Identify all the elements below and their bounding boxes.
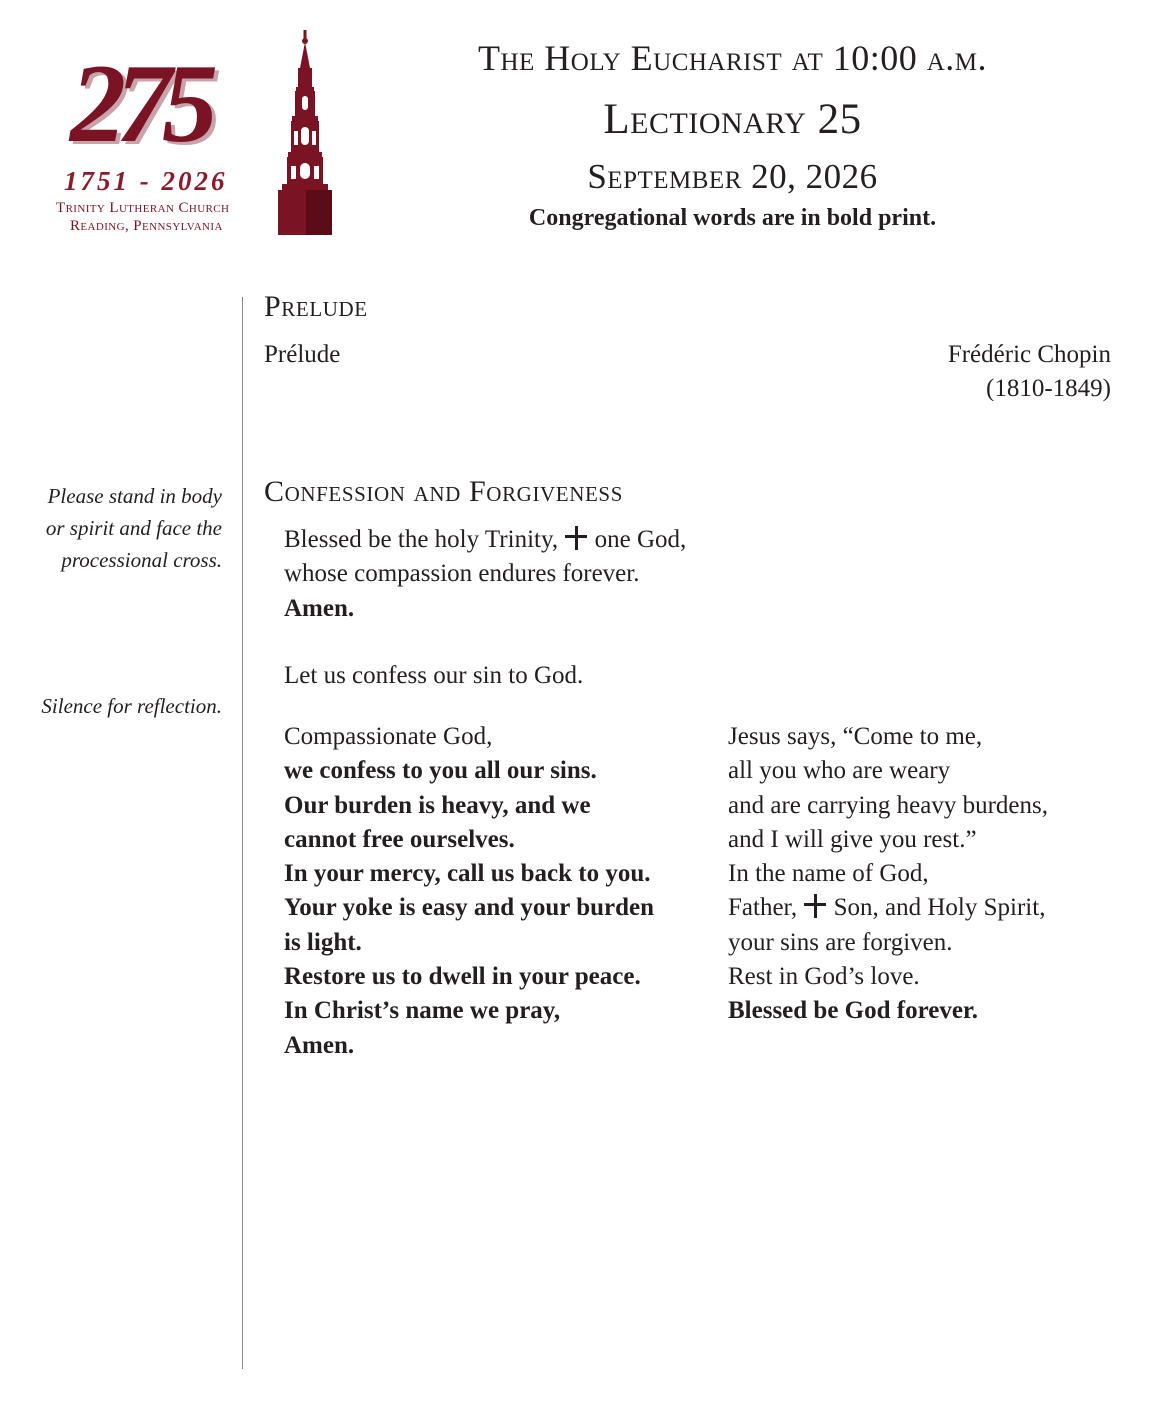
opening-response: Amen. [284, 594, 355, 622]
prayer-line: In your mercy, call us back to you. [284, 860, 651, 888]
cross-icon [804, 894, 826, 918]
congregation-note: Congregational words are in bold print. [528, 205, 937, 231]
absolution-line: In the name of God, [728, 860, 929, 888]
absolution-line: all you who are weary [728, 757, 951, 785]
prelude-composer: Frédéric Chopin [947, 341, 1111, 368]
opening-line-text: Blessed be the holy Trinity, [284, 526, 559, 553]
prayer-line: Your yoke is easy and your burden [284, 894, 654, 922]
prayer-line: cannot free ourselves. [284, 825, 515, 853]
confession-heading: Confession and Forgiveness [264, 475, 623, 508]
prayer-lead: Compassionate God, [284, 723, 493, 750]
prayer-line: In Christ’s name we pray, [284, 997, 561, 1025]
logo-anniversary-number: 275 [70, 42, 208, 166]
absolution-text: Father, [728, 894, 798, 922]
prayer-line: Restore us to dwell in your peace. [284, 963, 641, 991]
cross-icon [565, 526, 587, 550]
absolution [728, 720, 1048, 1029]
absolution-line: and are carrying heavy burdens, [728, 791, 1048, 819]
opening-line [284, 523, 686, 557]
rubric-line: Please stand in body [47, 484, 222, 508]
absolution-line: your sins are forgiven. [728, 928, 953, 956]
prayer-line: is light. [284, 928, 362, 956]
church-logo [48, 30, 348, 240]
absolution-line: and I will give you rest.” [728, 825, 977, 853]
prayer-line: we confess to you all our sins. [284, 757, 597, 785]
prayer-line: Our burden is heavy, and we [284, 791, 591, 819]
rubric-line: or spirit and face the [45, 516, 222, 540]
margin-divider [242, 297, 243, 1369]
opening-line-text: one God, [594, 526, 687, 553]
service-date: September 20, 2026 [587, 157, 878, 196]
absolution-text: Son, and Holy Spirit, [833, 894, 1046, 922]
lectionary-title: Lectionary 25 [603, 96, 862, 143]
steeple-icon [270, 30, 340, 235]
opening-line: whose compassion endures forever. [284, 560, 640, 588]
prayer-line: Amen. [284, 1031, 355, 1059]
rubric-line: processional cross. [61, 548, 222, 572]
prelude-composer-dates: (1810-1849) [986, 375, 1111, 402]
logo-city: Reading, Pennsylvania [70, 218, 223, 234]
absolution-line [728, 891, 1048, 925]
service-title: The Holy Eucharist at 10:00 a.m. [477, 38, 988, 78]
absolution-line: Rest in God’s love. [728, 963, 920, 991]
logo-church-name: Trinity Lutheran Church [56, 200, 230, 216]
confession-prayer [284, 720, 654, 1063]
invitation-to-confession: Let us confess our sin to God. [284, 662, 584, 689]
absolution-response: Blessed be God forever. [728, 997, 978, 1025]
opening-dialogue [284, 523, 686, 626]
absolution-line: Jesus says, “Come to me, [728, 723, 983, 750]
rubric-stand [46, 480, 222, 576]
rubric-silence: Silence for reflection. [41, 694, 222, 718]
prelude-piece: Prélude [264, 341, 341, 368]
logo-years: 1751 - 2026 [64, 166, 228, 196]
prelude-heading: Prelude [264, 290, 368, 323]
